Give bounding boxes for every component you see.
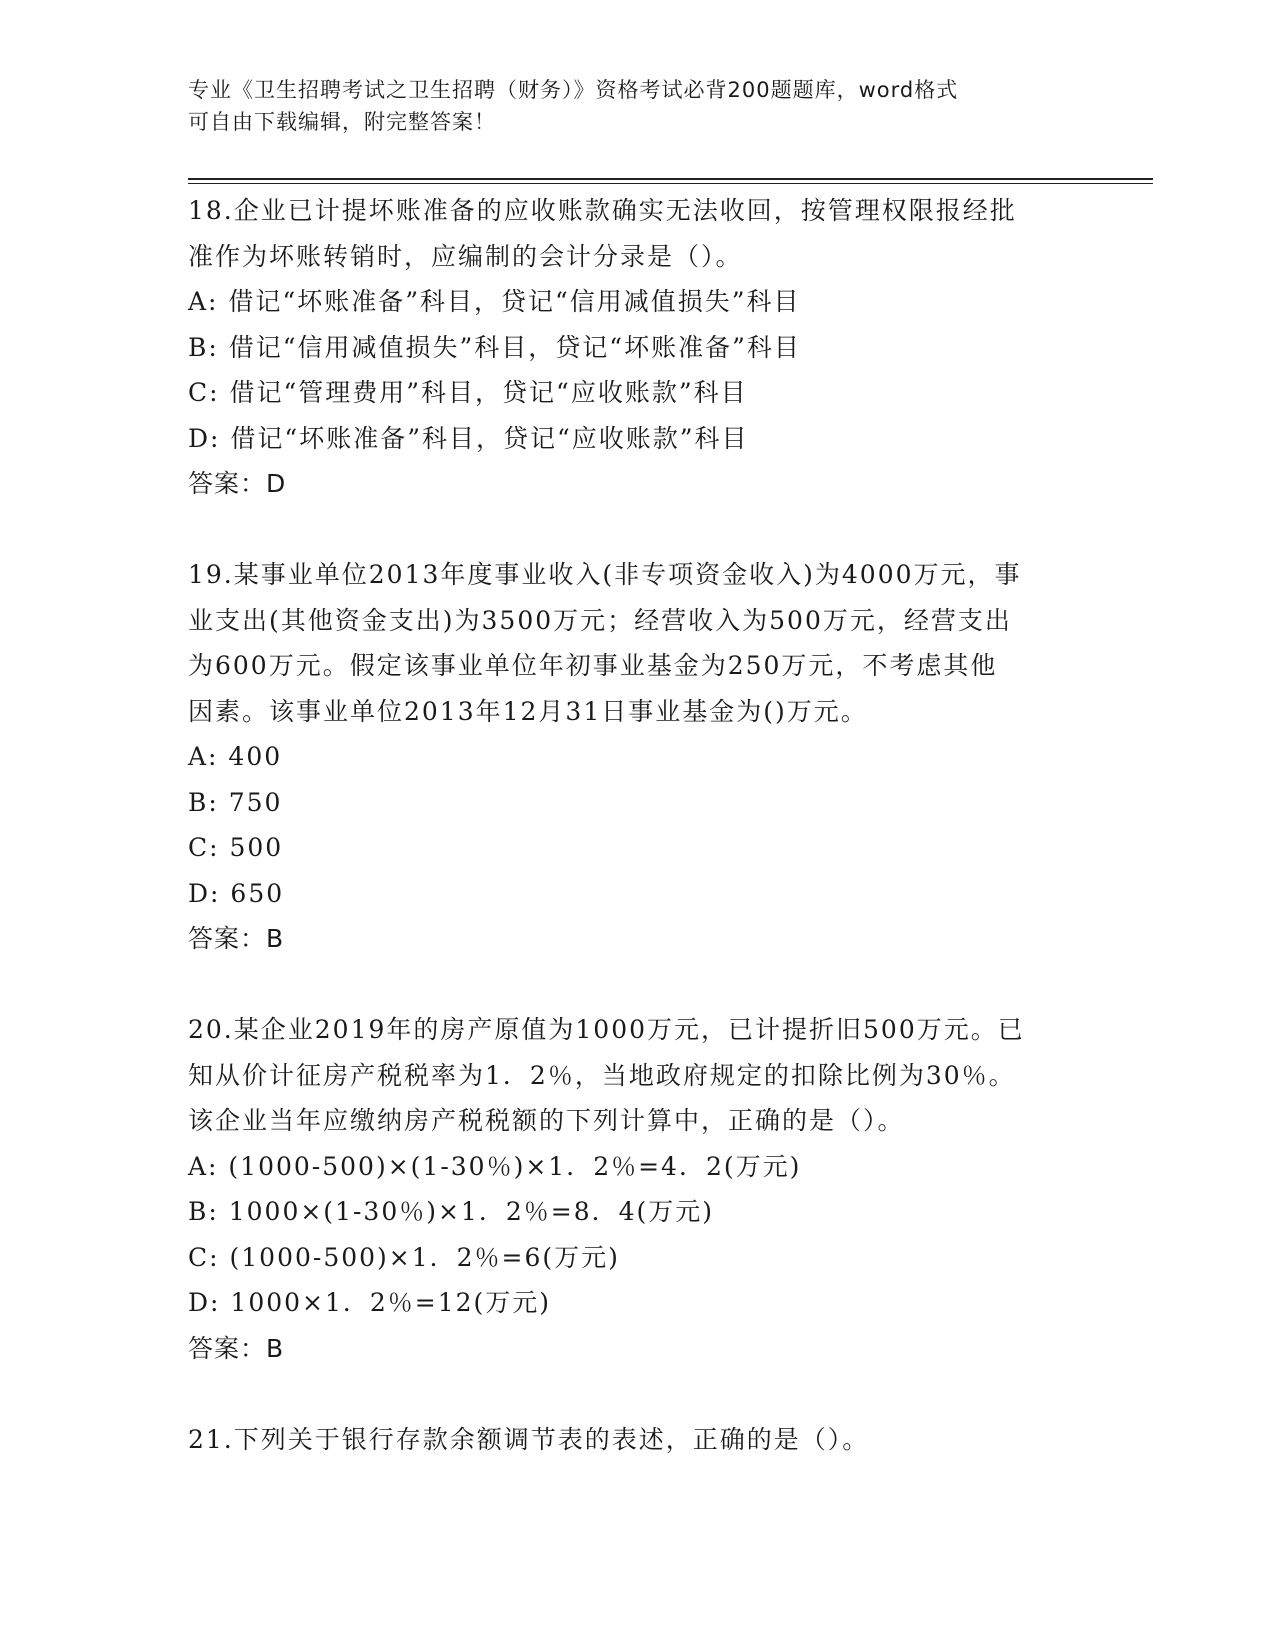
option-a: A: 借记“坏账准备”科目，贷记“信用减值损失”科目 <box>188 287 801 316</box>
question-20 <box>188 1007 1068 1371</box>
option-c: C: 500 <box>188 833 284 862</box>
option-b: B: 750 <box>188 787 283 817</box>
question-stem-line: 知从价计征房产税税率为1．2％，当地政府规定的扣除比例为30％。 <box>188 1060 1016 1090</box>
question-stem-line: 为600万元。假定该事业单位年初事业基金为250万元，不考虑其他 <box>188 651 998 680</box>
header-line: 可自由下载编辑，附完整答案！ <box>188 110 496 134</box>
question-stem-line: 业支出(其他资金支出)为3500万元；经营收入为500万元，经营支出 <box>188 605 1012 635</box>
option-b: B: 借记“信用减值损失”科目，贷记“坏账准备”科目 <box>188 332 801 362</box>
option-c: C: (1000-500)×1．2％=6(万元) <box>188 1242 620 1272</box>
header-divider <box>188 178 1153 180</box>
option-d: D: 借记“坏账准备”科目，贷记“应收账款”科目 <box>188 423 749 453</box>
option-d: D: 1000×1．2％=12(万元) <box>188 1288 552 1317</box>
option-a: A: 400 <box>188 742 283 771</box>
option-c: C: 借记“管理费用”科目，贷记“应收账款”科目 <box>188 378 748 407</box>
question-stem-line: 19.某事业单位2013年度事业收入(非专项资金收入)为4000万元，事 <box>188 560 1022 589</box>
answer-line: 答案：B <box>188 1333 285 1363</box>
answer-line: 答案：B <box>188 924 285 953</box>
question-list <box>188 188 1068 1462</box>
question-stem-line: 该企业当年应缴纳房产税税额的下列计算中，正确的是（）。 <box>188 1106 905 1135</box>
question-stem-line: 21.下列关于银行存款余额调节表的表述，正确的是（）。 <box>188 1424 870 1454</box>
option-b: B: 1000×(1-30％)×1．2％=8．4(万元) <box>188 1197 715 1226</box>
question-21 <box>188 1417 1068 1463</box>
option-d: D: 650 <box>188 878 285 908</box>
option-a: A: (1000-500)×(1-30％)×1．2％=4．2(万元) <box>188 1151 802 1181</box>
question-stem-line: 准作为坏账转销时，应编制的会计分录是（）。 <box>188 241 743 271</box>
header-divider <box>188 183 1153 184</box>
question-18 <box>188 188 1068 507</box>
answer-line: 答案：D <box>188 469 287 498</box>
header-line: 专业《卫生招聘考试之卫生招聘（财务）》资格考试必背200题题库，word格式 <box>188 78 959 102</box>
question-stem-line: 18.企业已计提坏账准备的应收账款确实无法收回，按管理权限报经批 <box>188 196 1017 225</box>
document-header <box>188 74 1068 138</box>
question-19 <box>188 552 1068 962</box>
question-stem-line: 因素。该事业单位2013年12月31日事业基金为()万元。 <box>188 696 868 726</box>
question-stem-line: 20.某企业2019年的房产原值为1000万元，已计提折旧500万元。已 <box>188 1015 1025 1044</box>
